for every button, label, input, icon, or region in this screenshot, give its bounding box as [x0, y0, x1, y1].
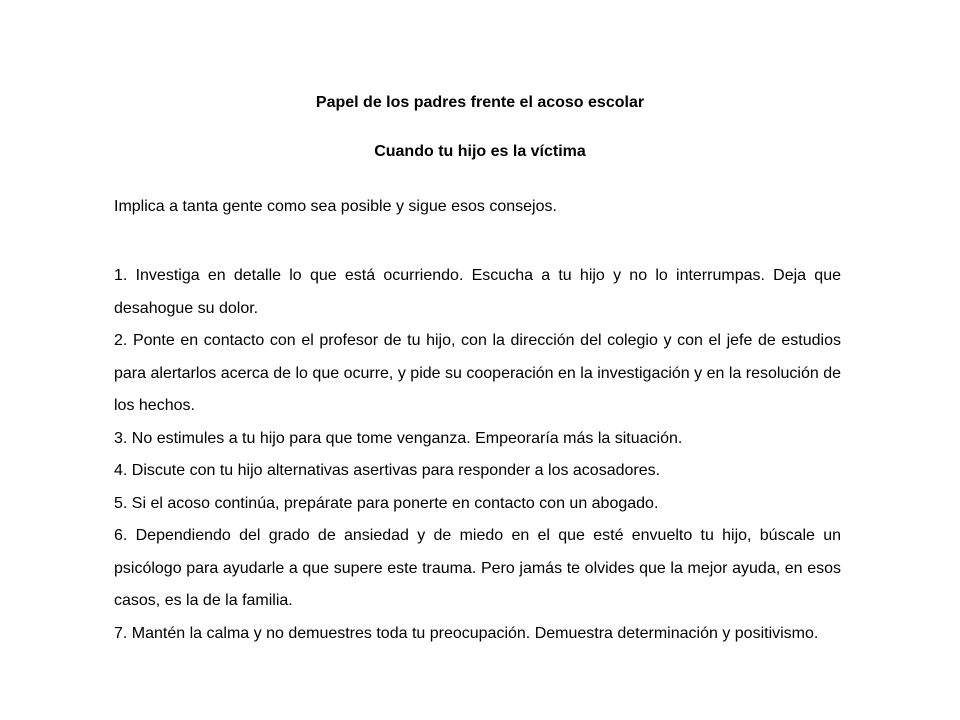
advice-item-6: 6. Dependiendo del grado de ansiedad y de miedo en el que esté envuelto tu hijo, búscale un psicólogo para ayudarle a que supere este trauma. Pero jamás te olvides que la mejor ayuda, en esos casos, es la de la familia. [114, 527, 841, 609]
advice-item-1: 1. Investiga en detalle lo que está ocurriendo. Escucha a tu hijo y no lo interrumpas. Deja que desahogue su dolor. [114, 267, 841, 317]
document-subtitle: Cuando tu hijo es la víctima [374, 143, 586, 160]
document-title: Papel de los padres frente el acoso escolar [315, 94, 645, 111]
advice-item-7: 7. Mantén la calma y no demuestres toda tu preocupación. Demuestra determinación y positivismo. [114, 624, 819, 642]
intro-paragraph: Implica a tanta gente como sea posible y sigue esos consejos. [114, 198, 557, 215]
advice-item-4: 4. Discute con tu hijo alternativas asertivas para responder a los acosadores. [114, 462, 661, 479]
advice-item-5: 5. Si el acoso continúa, prepárate para ponerte en contacto con un abogado. [114, 494, 659, 512]
advice-item-3: 3. No estimules a tu hijo para que tome venganza. Empeoraría más la situación. [114, 429, 683, 447]
advice-item-2: 2. Ponte en contacto con el profesor de tu hijo, con la dirección del colegio y con el jefe de estudios para alertarlos acerca de lo que ocurre, y pide su cooperación en la investigación y en la resolución de los hechos. [114, 332, 841, 414]
advice-list [114, 260, 841, 650]
